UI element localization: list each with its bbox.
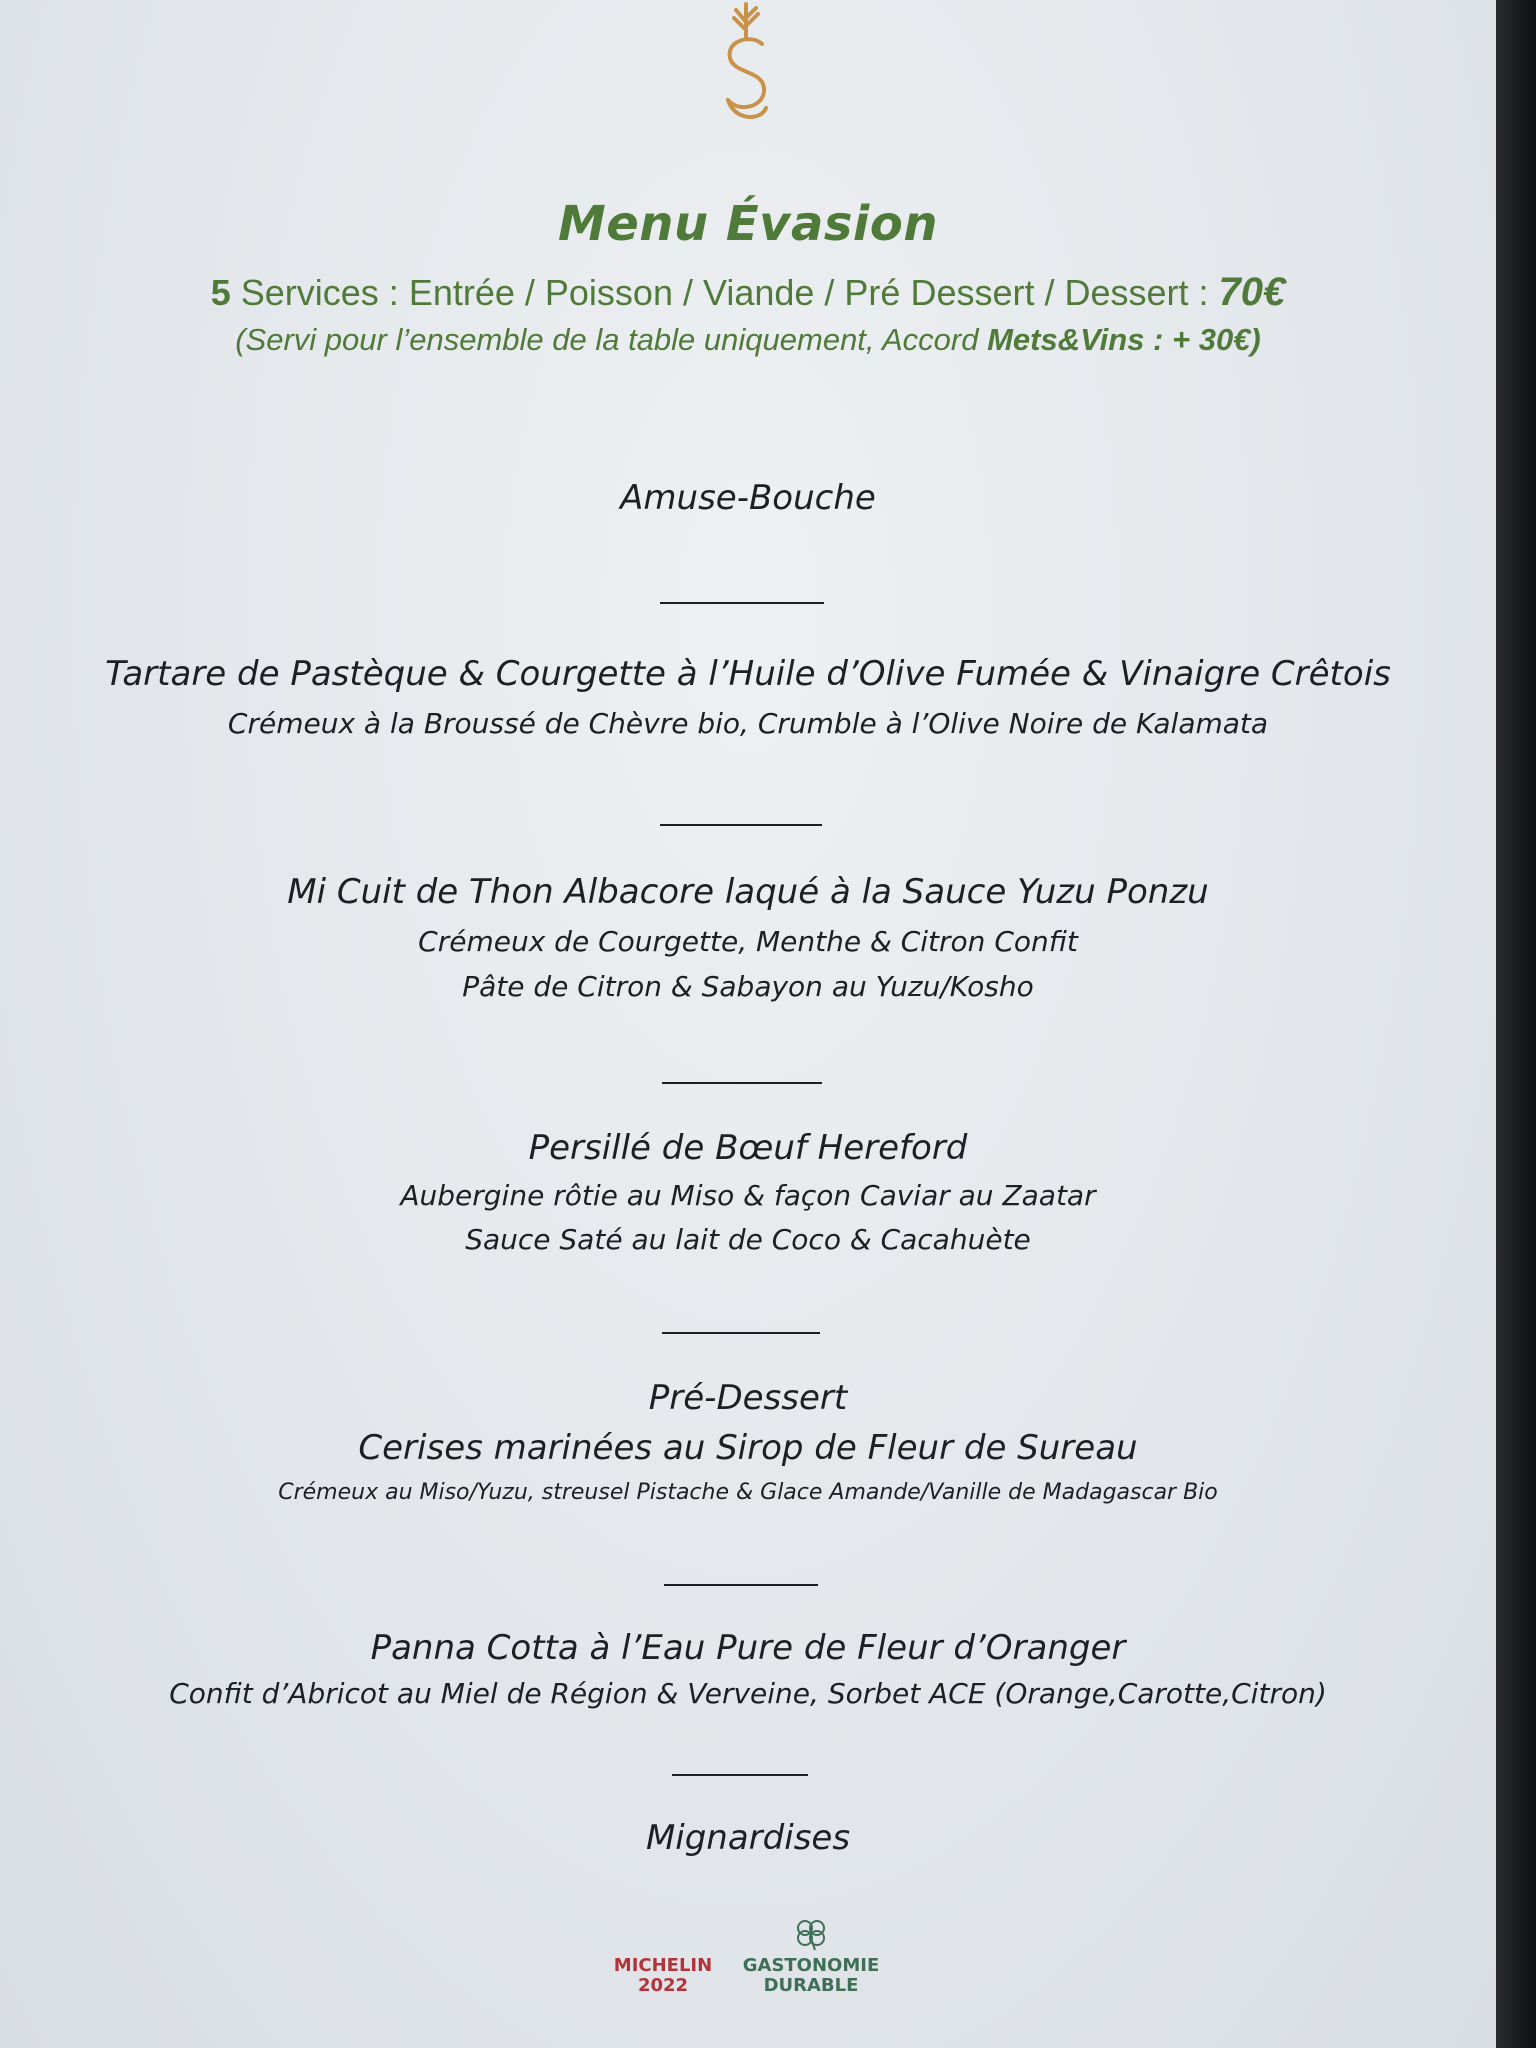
pre-dessert-heading: Pré-Dessert: [648, 1378, 848, 1418]
course5-title: Panna Cotta à l’Eau Pure de Fleur d’Oranger: [370, 1628, 1126, 1668]
course1-title: Tartare de Pastèque & Courgette à l’Huile d’Olive Fumée & Vinaigre Crêtois: [105, 654, 1391, 694]
course4-title: Cerises marinées au Sirop de Fleur de Sureau: [358, 1428, 1138, 1468]
course3-title: Persillé de Bœuf Hereford: [528, 1128, 968, 1168]
menu-price: 70€: [1218, 270, 1286, 314]
table-note: [0, 322, 1496, 358]
course2-detail-2: Pâte de Citron & Sabayon au Yuzu/Kosho: [462, 970, 1034, 1003]
separator: [662, 1332, 820, 1334]
services-line: [0, 270, 1496, 315]
durable-label: DURABLE: [763, 1975, 859, 1996]
restaurant-s-logo-icon: [712, 0, 780, 130]
course1-detail: Crémeux à la Broussé de Chèvre bio, Crumble à l’Olive Noire de Kalamata: [227, 707, 1269, 740]
separator: [660, 602, 824, 604]
separator: [672, 1774, 808, 1776]
course4-detail: Crémeux au Miso/Yuzu, streusel Pistache & Glace Amande/Vanille de Madagascar Bio: [278, 1480, 1218, 1505]
course3-detail-2: Sauce Saté au lait de Coco & Cacahuète: [465, 1223, 1031, 1256]
separator: [662, 1082, 822, 1084]
table-note-text: (Servi pour l’ensemble de la table uniquement, Accord: [235, 322, 979, 357]
frame-edge: [1496, 0, 1536, 2048]
gastronomie-label: GASTONOMIE: [742, 1955, 880, 1976]
separator: [660, 824, 822, 826]
gastronomie-durable-badge: [736, 1916, 886, 1996]
michelin-year: 2022: [637, 1975, 689, 1996]
course2-title: Mi Cuit de Thon Albacore laqué à la Sauce Yuzu Ponzu: [287, 872, 1209, 912]
michelin-badge: [600, 1956, 726, 1996]
michelin-label: MICHELIN: [613, 1955, 713, 1976]
mignardises: Mignardises: [645, 1818, 851, 1858]
course3-detail-1: Aubergine rôtie au Miso & façon Caviar au Zaatar: [400, 1179, 1096, 1212]
amuse-bouche: Amuse-Bouche: [620, 478, 876, 518]
wine-pairing-price: Mets&Vins : + 30€): [987, 322, 1261, 357]
clover-icon: [791, 1916, 831, 1952]
menu-title: Menu Évasion: [557, 196, 938, 252]
services-text: Services : Entrée / Poisson / Viande / Pré Dessert / Dessert :: [240, 272, 1209, 313]
course5-detail: Confit d’Abricot au Miel de Région & Verveine, Sorbet ACE (Orange,Carotte,Citron): [169, 1677, 1327, 1710]
course2-detail-1: Crémeux de Courgette, Menthe & Citron Confit: [418, 925, 1078, 958]
services-count: 5: [210, 272, 231, 313]
separator: [664, 1584, 818, 1586]
